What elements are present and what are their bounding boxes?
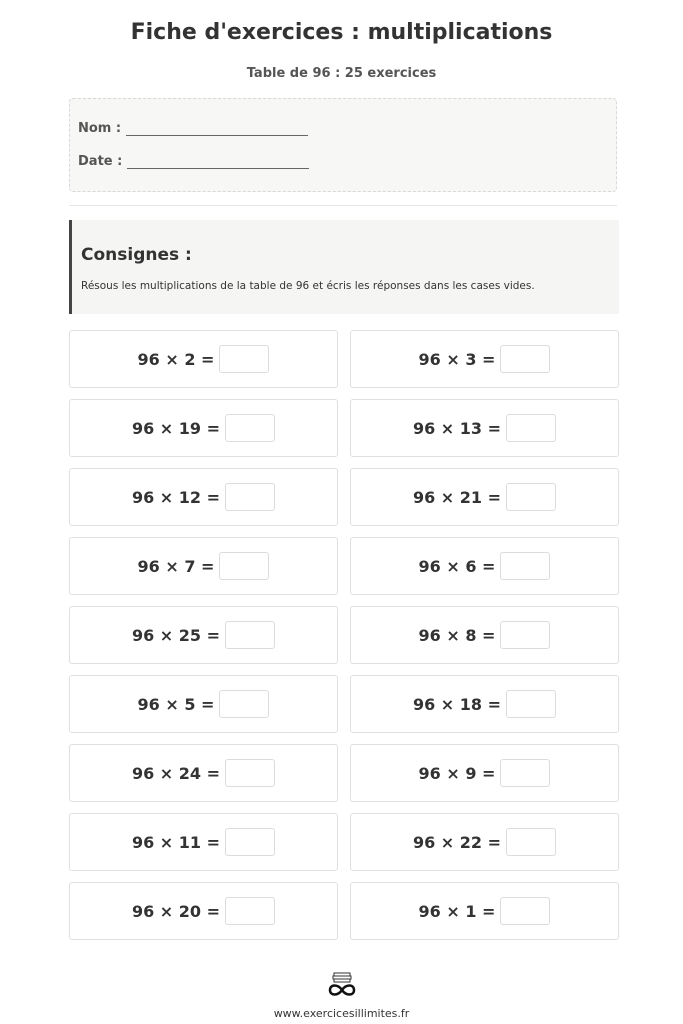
- exercise-card: [69, 744, 338, 802]
- exercise-expression: 96 × 20 =: [131, 901, 221, 921]
- answer-box[interactable]: [506, 483, 556, 511]
- exercise-expression: 96 × 12 =: [131, 487, 221, 507]
- exercise-expression: 96 × 3 =: [418, 349, 496, 369]
- exercise-card: [350, 606, 619, 664]
- answer-box[interactable]: [225, 828, 275, 856]
- exercise-expression: 96 × 1 =: [418, 901, 496, 921]
- exercise-expression: 96 × 9 =: [418, 763, 496, 783]
- date-label: Date :: [78, 154, 123, 169]
- page-subtitle: Table de 96 : 25 exercices: [246, 66, 437, 81]
- page-title: Fiche d'exercices : multiplications: [130, 20, 553, 45]
- exercise-card: [69, 813, 338, 871]
- exercise-card: [69, 606, 338, 664]
- answer-box[interactable]: [225, 897, 275, 925]
- exercise-card: [69, 675, 338, 733]
- exercise-grid: [69, 330, 619, 940]
- answer-box[interactable]: [506, 690, 556, 718]
- exercise-expression: 96 × 19 =: [131, 418, 221, 438]
- exercise-card: [69, 882, 338, 940]
- answer-box[interactable]: [225, 414, 275, 442]
- exercise-card: [350, 399, 619, 457]
- exercise-card: [350, 813, 619, 871]
- instructions-text: Résous les multiplications de la table de 96 et écris les réponses dans les cases vides.: [81, 280, 535, 292]
- exercise-card: [69, 330, 338, 388]
- answer-box[interactable]: [506, 828, 556, 856]
- exercise-expression: 96 × 7 =: [137, 556, 215, 576]
- date-row: [78, 154, 309, 169]
- answer-box[interactable]: [225, 621, 275, 649]
- answer-box[interactable]: [225, 759, 275, 787]
- answer-box[interactable]: [506, 414, 556, 442]
- exercise-card: [69, 537, 338, 595]
- answer-box[interactable]: [500, 621, 550, 649]
- instructions-heading: Consignes :: [81, 245, 192, 265]
- exercise-expression: 96 × 11 =: [131, 832, 221, 852]
- instructions-box: [69, 220, 619, 314]
- answer-box[interactable]: [219, 345, 269, 373]
- answer-box[interactable]: [500, 552, 550, 580]
- exercise-card: [350, 675, 619, 733]
- exercise-expression: 96 × 13 =: [412, 418, 502, 438]
- answer-box[interactable]: [500, 759, 550, 787]
- exercise-card: [350, 537, 619, 595]
- exercise-card: [69, 468, 338, 526]
- student-info-box: [69, 98, 617, 192]
- exercise-card: [350, 330, 619, 388]
- name-row: [78, 121, 308, 136]
- name-label: Nom :: [78, 121, 122, 136]
- exercise-expression: 96 × 6 =: [418, 556, 496, 576]
- answer-box[interactable]: [500, 897, 550, 925]
- answer-box[interactable]: [500, 345, 550, 373]
- exercise-expression: 96 × 8 =: [418, 625, 496, 645]
- exercise-card: [350, 468, 619, 526]
- exercise-card: [350, 744, 619, 802]
- exercise-expression: 96 × 22 =: [412, 832, 502, 852]
- footer-url[interactable]: www.exercicesillimites.fr: [273, 1007, 410, 1020]
- exercise-card: [350, 882, 619, 940]
- date-blank-line[interactable]: [127, 156, 309, 169]
- exercise-expression: 96 × 5 =: [137, 694, 215, 714]
- exercise-expression: 96 × 25 =: [131, 625, 221, 645]
- infinity-books-logo-icon: [326, 972, 358, 998]
- exercise-expression: 96 × 2 =: [137, 349, 215, 369]
- exercise-card: [69, 399, 338, 457]
- answer-box[interactable]: [219, 552, 269, 580]
- name-blank-line[interactable]: [126, 123, 308, 136]
- exercise-expression: 96 × 24 =: [131, 763, 221, 783]
- exercise-expression: 96 × 18 =: [412, 694, 502, 714]
- exercise-expression: 96 × 21 =: [412, 487, 502, 507]
- divider: [69, 205, 617, 206]
- answer-box[interactable]: [219, 690, 269, 718]
- answer-box[interactable]: [225, 483, 275, 511]
